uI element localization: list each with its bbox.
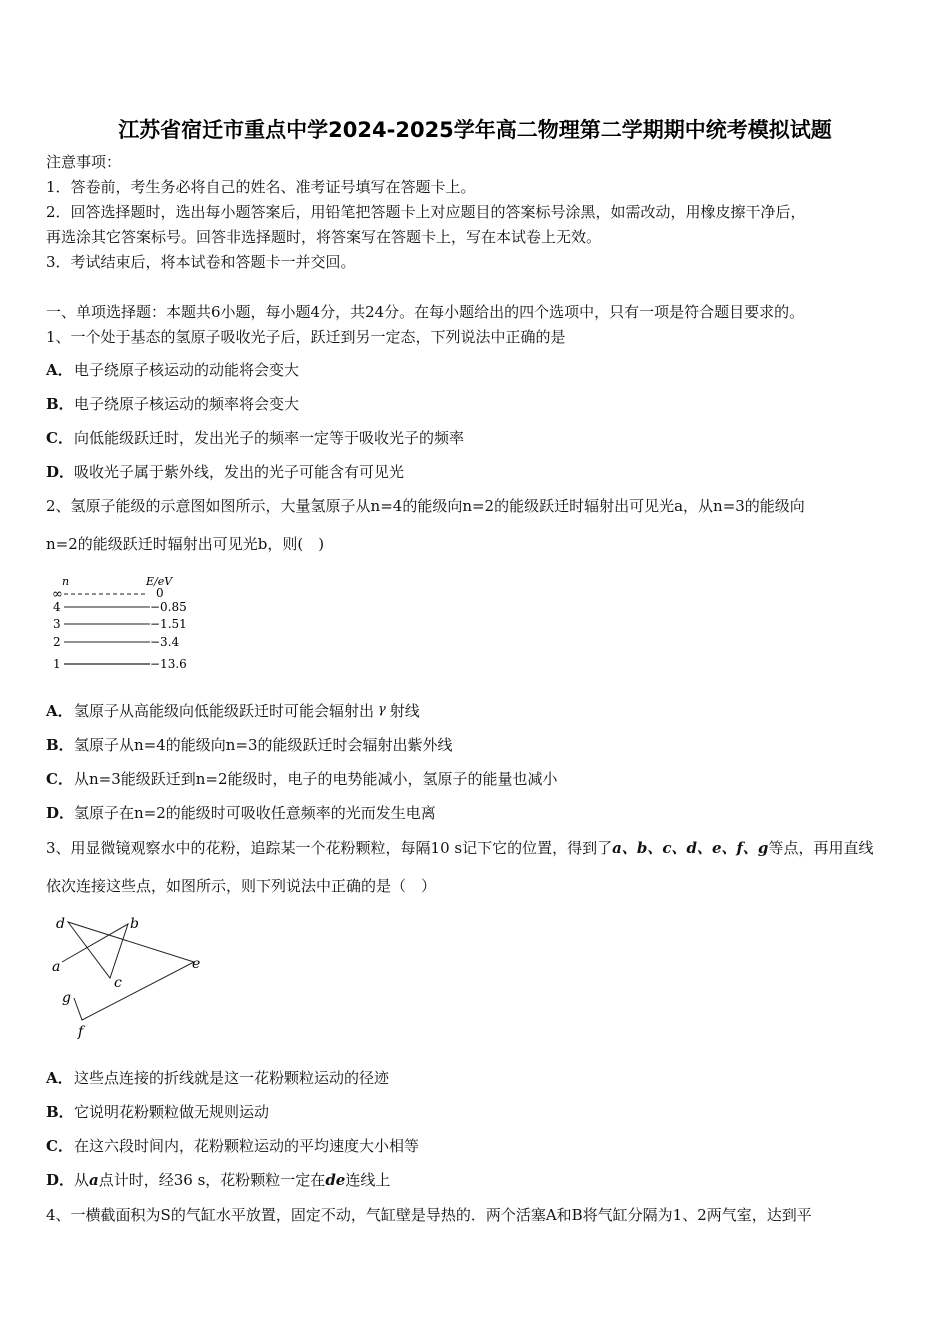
- q3-option-d: [46, 1170, 390, 1190]
- q2-option-b: [46, 735, 453, 755]
- level-e-label: −13.6: [150, 657, 187, 671]
- q3-option-c: [46, 1136, 419, 1156]
- question-2-stem: 2、氢原子能级的示意图如图所示，大量氢原子从n=4的能级向n=2的能级跃迁时辐射出可见光a，从n=3的能级向: [46, 497, 805, 515]
- q1-option-a: [46, 360, 299, 380]
- question-3-stem-cont: 依次连接这些点，如图所示，则下列说法中正确的是（ ）: [46, 877, 437, 895]
- question-3-stem: [46, 838, 873, 858]
- q1-option-d: [46, 462, 404, 482]
- question-1-stem: 1、一个处于基态的氢原子吸收光子后，跃迁到另一定态，下列说法中正确的是: [46, 328, 566, 346]
- option-letter: C．: [46, 770, 73, 788]
- option-letter: C．: [46, 1137, 73, 1155]
- level-n-label: 3: [53, 617, 61, 631]
- option-letter: D．: [46, 1171, 75, 1189]
- point-label-b: b: [130, 916, 139, 932]
- q1-option-b: [46, 394, 299, 414]
- option-text: 氢原子从n=4的能级向n=3的能级跃迁时会辐射出紫外线: [74, 736, 453, 754]
- option-letter: A．: [46, 1069, 73, 1087]
- level-e-label: −0.85: [150, 600, 187, 614]
- level-e-label: 0: [156, 586, 164, 600]
- brownian-motion-diagram: [48, 910, 218, 1045]
- q1-option-c: [46, 428, 464, 448]
- section-heading: 一、单项选择题：本题共6小题，每小题4分，共24分。在每小题给出的四个选项中，只有一项是符合题目要求的。: [46, 303, 805, 321]
- point-label-f: f: [78, 1024, 84, 1040]
- option-text: 吸收光子属于紫外线，发出的光子可能含有可见光: [74, 463, 405, 481]
- option-letter: B．: [46, 736, 74, 754]
- q3-option-a: [46, 1068, 389, 1088]
- level-e-label: −3.4: [150, 635, 180, 649]
- e-axis-label: E/eV: [146, 575, 173, 588]
- energy-level-diagram: [50, 574, 200, 674]
- path-polyline: [62, 922, 194, 1020]
- level-e-label: −1.51: [150, 617, 187, 631]
- option-letter: D．: [46, 804, 75, 822]
- notice-heading: 注意事项：: [46, 153, 122, 171]
- stem-points: a、b、c、d、e、f、g: [612, 839, 769, 857]
- option-text: 点计时，经36 s，花粉颗粒一定在: [98, 1171, 326, 1189]
- q3-option-b: [46, 1102, 269, 1122]
- option-text: 向低能级跃迁时，发出光子的频率一定等于吸收光子的频率: [74, 429, 465, 447]
- option-text: 氢原子从高能级向低能级跃迁时可能会辐射出: [74, 702, 375, 720]
- level-n-label: ∞: [52, 587, 63, 602]
- q2-option-c: [46, 769, 558, 789]
- point-label-a: a: [52, 959, 61, 975]
- option-text: 在这六段时间内，花粉颗粒运动的平均速度大小相等: [74, 1137, 420, 1155]
- level-n-label: 4: [53, 600, 61, 614]
- question-2-stem-cont: n=2的能级跃迁时辐射出可见光b，则( ): [46, 535, 325, 553]
- notice-item: 2．回答选择题时，选出每小题答案后，用铅笔把答题卡上对应题目的答案标号涂黑，如需改动，用橡皮擦干净后，: [46, 203, 806, 221]
- q2-option-a: [46, 701, 420, 723]
- q2-option-d: [46, 803, 436, 823]
- option-text: 连线上: [345, 1171, 391, 1189]
- option-letter: D．: [46, 463, 75, 481]
- option-text: 氢原子在n=2的能级时可吸收任意频率的光而发生电离: [74, 804, 436, 822]
- stem-text: 3、用显微镜观察水中的花粉，追踪某一个花粉颗粒，每隔10 s记下它的位置，得到了: [46, 839, 613, 857]
- option-letter: C．: [46, 429, 73, 447]
- option-text: 这些点连接的折线就是这一花粉颗粒运动的径迹: [74, 1069, 390, 1087]
- option-letter: B．: [46, 395, 74, 413]
- option-letter: A．: [46, 702, 73, 720]
- gamma-symbol: γ: [378, 702, 386, 717]
- point-label-c: c: [114, 975, 122, 991]
- option-text: 从: [74, 1171, 90, 1189]
- stem-text: 等点，再用直线: [768, 839, 874, 857]
- option-text-tail: 射线: [389, 702, 420, 720]
- notice-item: 3．考试结束后，将本试卷和答题卡一并交回。: [46, 253, 356, 271]
- point-label-d: d: [56, 916, 65, 932]
- level-n-label: 1: [53, 657, 61, 671]
- n-axis-label: n: [62, 575, 70, 588]
- option-var: a: [89, 1171, 99, 1189]
- point-label-g: g: [62, 990, 71, 1006]
- option-text: 从n=3能级跃迁到n=2能级时，电子的电势能减小，氢原子的能量也减小: [74, 770, 558, 788]
- question-4-stem: 4、一横截面积为S的气缸水平放置，固定不动，气缸壁是导热的．两个活塞A和B将气缸分隔为1、2两气室，达到平: [46, 1206, 812, 1224]
- option-text: 它说明花粉颗粒做无规则运动: [74, 1103, 270, 1121]
- option-text: 电子绕原子核运动的动能将会变大: [74, 361, 300, 379]
- option-letter: B．: [46, 1103, 74, 1121]
- option-var: de: [325, 1171, 346, 1189]
- option-letter: A．: [46, 361, 73, 379]
- notice-item: 再选涂其它答案标号。回答非选择题时，将答案写在答题卡上，写在本试卷上无效。: [46, 228, 602, 246]
- point-label-e: e: [192, 956, 201, 972]
- notice-item: 1．答卷前，考生务必将自己的姓名、准考证号填写在答题卡上。: [46, 178, 476, 196]
- page-title: 江苏省宿迁市重点中学2024-2025学年高二物理第二学期期中统考模拟试题: [118, 118, 832, 142]
- level-n-label: 2: [53, 635, 61, 649]
- option-text: 电子绕原子核运动的频率将会变大: [74, 395, 300, 413]
